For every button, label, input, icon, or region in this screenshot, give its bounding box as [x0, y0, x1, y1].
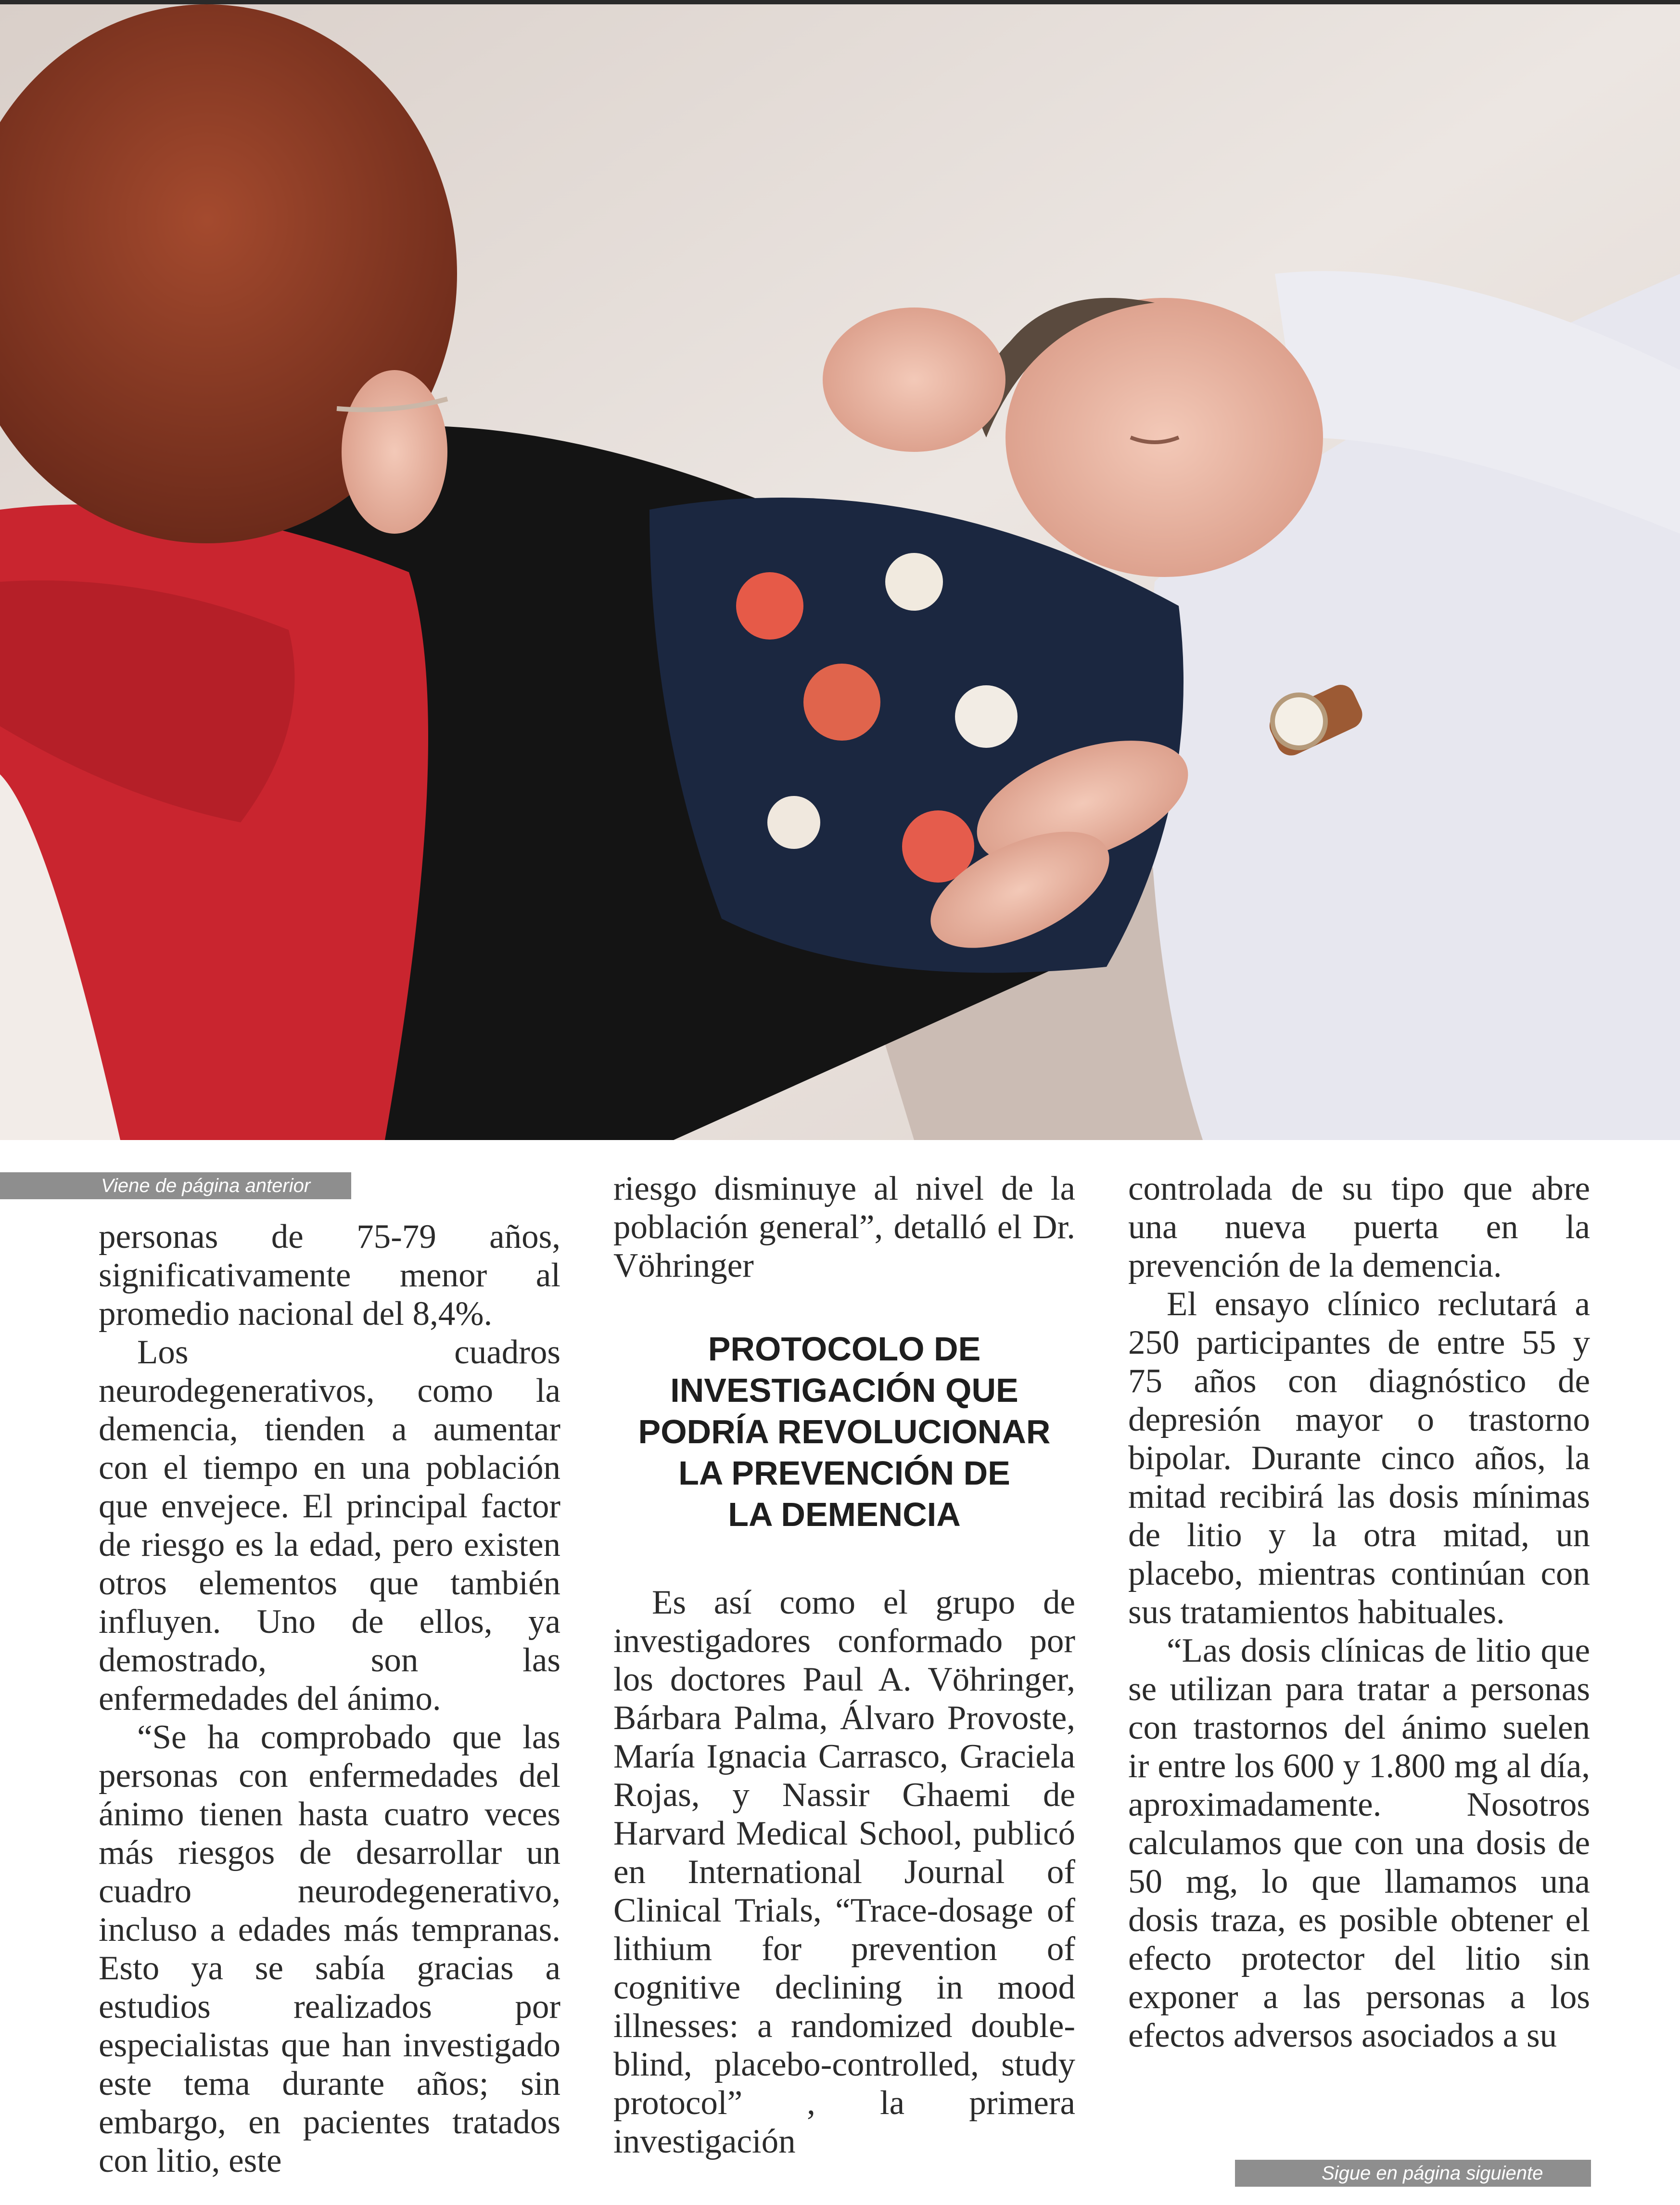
section-heading: PROTOCOLO DE INVESTIGACIÓN QUE PODRÍA REVOLUCIONAR LA PREVENCIÓN DE LA DEMENCIA	[638, 1330, 1051, 1533]
article-column-1	[99, 1218, 560, 2180]
continued-from-label: Viene de página anterior	[0, 1172, 351, 1199]
paragraph: personas de 75-79 años, significativamente menor al promedio nacional del 8,4%.	[99, 1218, 560, 1333]
paragraph: riesgo disminuye al nivel de la población general”, detalló el Dr. Vöhringer	[613, 1170, 1075, 1284]
paragraph: controlada de su tipo que abre una nueva puerta en la prevención de la demencia.	[1128, 1170, 1590, 1284]
paragraph: “Las dosis clínicas de litio que se utilizan para tratar a personas con trastornos del ánimo suelen ir entre los 600 y 1.800 mg al día, aproximadamente. Nosotros calculamos que con una dosis de 50 mg, lo que llamamos una dosis traza, es posible obtener el efecto protector del litio sin exponer a las personas a los efectos adversos asociados a su	[1128, 1632, 1590, 2054]
continued-on-label: Sigue en página siguiente	[1235, 2160, 1591, 2187]
paragraph: Los cuadros neurodegenerativos, como la demencia, tienden a aumentar con el tiempo en una población que envejece. El principal factor de riesgo es la edad, pero existen otros elementos que también influyen. Uno de ellos, ya demostrado, son las enfermedades del ánimo.	[99, 1333, 560, 1718]
paragraph: El ensayo clínico reclutará a 250 participantes de entre 55 y 75 años con diagnóstico de depresión mayor o trastorno bipolar. Durante cinco años, la mitad recibirá las dosis mínimas de litio y la otra mitad, un placebo, mientras continúan con sus tratamientos habituales.	[1128, 1285, 1590, 1631]
photo-couple-resting-icon	[0, 4, 1680, 1140]
top-rule	[0, 0, 1680, 4]
article-column-3	[1128, 1169, 1590, 2055]
article-column-2	[613, 1169, 1075, 2161]
paragraph: Es así como el grupo de investigadores conformado por los doctores Paul A. Vöhringer, Bárbara Palma, Álvaro Provoste, María Ignacia Carrasco, Graciela Rojas, y Nassir Ghaemi de Harvard Medical School, publicó en International Journal of Clinical Trials, “Trace-dosage of lithium for prevention of cognitive declining in mood illnesses: a randomized double-blind, placebo-controlled, study protocol” , la primera investigación	[613, 1584, 1075, 2160]
paragraph: “Se ha comprobado que las personas con enfermedades del ánimo tienen hasta cuatro veces más riesgos de desarrollar un cuadro neurodegenerativo, incluso a edades más tempranas. Esto ya se sabía gracias a estudios realizados por especialistas que han investigado este tema durante años; sin embargo, en pacientes tratados con litio, este	[99, 1718, 560, 2179]
article-photo	[0, 4, 1680, 1140]
